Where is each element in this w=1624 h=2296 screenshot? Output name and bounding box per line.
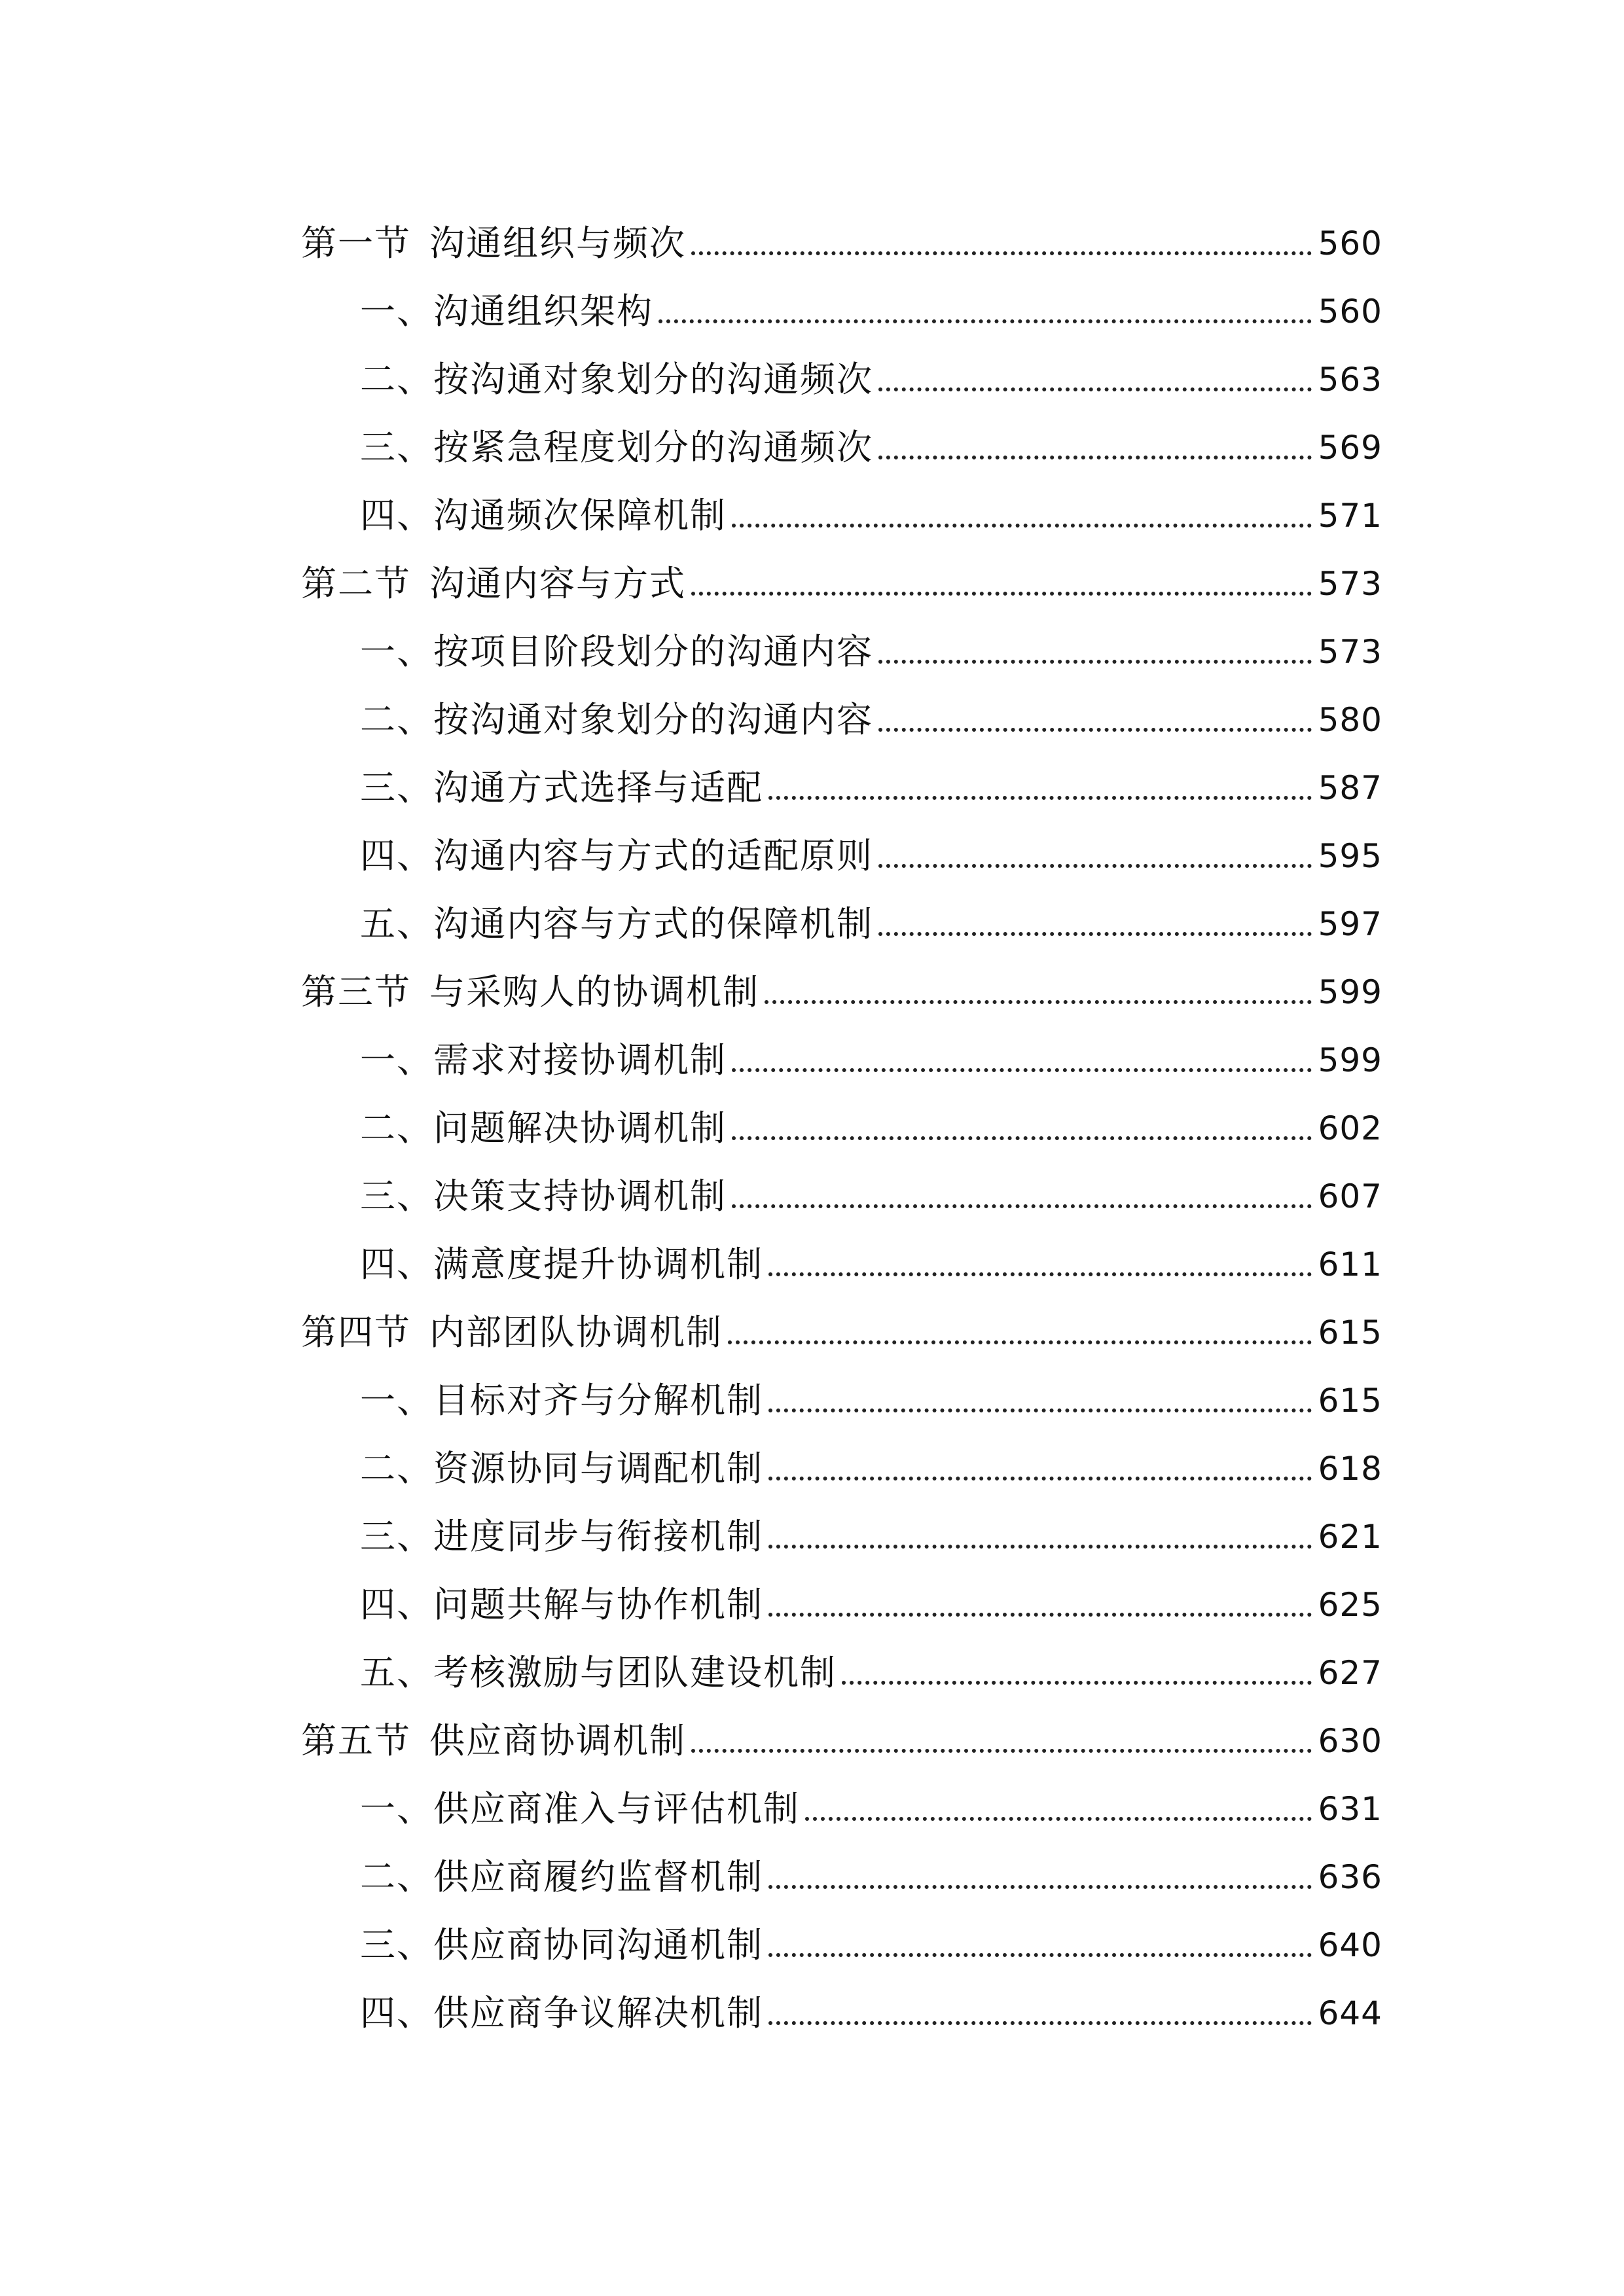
toc-section-label <box>301 1707 691 1775</box>
toc-section-5[interactable] <box>301 1707 1382 1775</box>
section-number: 第四节 <box>301 1312 411 1353</box>
page-number: 573 <box>1318 565 1382 603</box>
toc-item-label: 三、进度同步与衔接机制 <box>360 1516 763 1557</box>
page-number: 618 <box>1318 1450 1382 1488</box>
toc-item[interactable] <box>301 1639 1382 1707</box>
dot-leader <box>728 1340 1312 1344</box>
toc-section-label <box>301 958 765 1026</box>
toc-item[interactable] <box>301 482 1382 550</box>
toc-item-label: 一、目标对齐与分解机制 <box>360 1380 763 1421</box>
dot-leader <box>691 592 1312 596</box>
section-title: 沟通内容与方式 <box>429 563 686 604</box>
toc-item-label: 二、问题解决协调机制 <box>360 1107 727 1149</box>
toc-section-4[interactable] <box>301 1299 1382 1367</box>
toc-item[interactable] <box>301 346 1382 414</box>
dot-leader <box>768 1545 1312 1549</box>
page-number: 636 <box>1318 1858 1382 1896</box>
dot-leader <box>842 1681 1312 1685</box>
toc-item[interactable] <box>301 1026 1382 1094</box>
page-number: 627 <box>1318 1654 1382 1692</box>
page-number: 560 <box>1318 293 1382 331</box>
toc-item-label: 四、供应商争议解决机制 <box>360 1992 763 2034</box>
toc-item-label: 三、供应商协同沟通机制 <box>360 1924 763 1965</box>
dot-leader <box>732 1204 1312 1208</box>
toc-item-label: 一、供应商准入与评估机制 <box>360 1788 800 1829</box>
toc-section-label <box>301 209 691 278</box>
toc-item[interactable] <box>301 1571 1382 1639</box>
toc-item[interactable] <box>301 890 1382 958</box>
toc-item-label: 三、沟通方式选择与适配 <box>360 767 763 808</box>
toc-item-label: 一、沟通组织架构 <box>360 291 653 332</box>
toc-item-label: 二、按沟通对象划分的沟通内容 <box>360 699 873 740</box>
dot-leader <box>765 1000 1312 1004</box>
dot-leader <box>659 319 1312 323</box>
toc-section-1[interactable] <box>301 209 1382 278</box>
page-number: 599 <box>1318 973 1382 1011</box>
toc-section-3[interactable] <box>301 958 1382 1026</box>
dot-leader <box>878 660 1312 664</box>
dot-leader <box>805 1817 1312 1821</box>
dot-leader <box>768 1477 1312 1480</box>
dot-leader <box>691 1749 1312 1753</box>
section-number: 第三节 <box>301 971 411 1013</box>
section-number: 第五节 <box>301 1720 411 1761</box>
page-number: 587 <box>1318 769 1382 807</box>
dot-leader <box>691 251 1312 255</box>
toc-item-label: 三、决策支持协调机制 <box>360 1175 727 1217</box>
page-number: 599 <box>1318 1041 1382 1079</box>
page-number: 621 <box>1318 1518 1382 1556</box>
dot-leader <box>878 456 1312 459</box>
toc-item-label: 四、沟通内容与方式的适配原则 <box>360 835 873 876</box>
toc-item[interactable] <box>301 1503 1382 1571</box>
dot-leader <box>768 1885 1312 1889</box>
dot-leader <box>768 1613 1312 1617</box>
toc-item[interactable] <box>301 618 1382 686</box>
page-number: 615 <box>1318 1382 1382 1420</box>
toc-item[interactable] <box>301 754 1382 822</box>
page-number: 630 <box>1318 1722 1382 1760</box>
toc-item[interactable] <box>301 1230 1382 1299</box>
section-number: 第二节 <box>301 563 411 604</box>
toc-item-label: 一、按项目阶段划分的沟通内容 <box>360 631 873 672</box>
section-number: 第一节 <box>301 223 411 264</box>
page-number: 573 <box>1318 633 1382 671</box>
toc-item-label: 五、考核激励与团队建设机制 <box>360 1652 837 1693</box>
page-number: 602 <box>1318 1109 1382 1147</box>
dot-leader <box>768 1953 1312 1957</box>
toc-item[interactable] <box>301 686 1382 754</box>
dot-leader <box>878 932 1312 936</box>
page-number: 625 <box>1318 1586 1382 1624</box>
toc-item[interactable] <box>301 1367 1382 1435</box>
page-number: 607 <box>1318 1177 1382 1215</box>
dot-leader <box>768 796 1312 800</box>
toc-item-label: 四、沟通频次保障机制 <box>360 495 727 536</box>
page-number: 563 <box>1318 361 1382 399</box>
toc-item-label: 二、资源协同与调配机制 <box>360 1448 763 1489</box>
toc-item[interactable] <box>301 1911 1382 1979</box>
dot-leader <box>768 1272 1312 1276</box>
toc-item-label: 五、沟通内容与方式的保障机制 <box>360 903 873 944</box>
toc-item[interactable] <box>301 1435 1382 1503</box>
page-number: 595 <box>1318 837 1382 875</box>
dot-leader <box>878 864 1312 868</box>
toc-item-label: 四、满意度提升协调机制 <box>360 1244 763 1285</box>
dot-leader <box>768 1408 1312 1412</box>
toc-section-label <box>301 1299 728 1367</box>
dot-leader <box>732 1068 1312 1072</box>
dot-leader <box>732 524 1312 528</box>
page-number: 571 <box>1318 497 1382 535</box>
page-number: 560 <box>1318 224 1382 262</box>
section-title: 沟通组织与频次 <box>429 223 686 264</box>
dot-leader <box>768 2021 1312 2025</box>
toc-item-label: 三、按紧急程度划分的沟通频次 <box>360 427 873 468</box>
toc-item-label: 一、需求对接协调机制 <box>360 1039 727 1081</box>
dot-leader <box>732 1136 1312 1140</box>
section-title: 内部团队协调机制 <box>429 1312 723 1353</box>
toc-item-label: 二、按沟通对象划分的沟通频次 <box>360 359 873 400</box>
page-number: 597 <box>1318 905 1382 943</box>
section-title: 与采购人的协调机制 <box>429 971 759 1013</box>
toc-item-label: 四、问题共解与协作机制 <box>360 1584 763 1625</box>
toc-item[interactable] <box>301 822 1382 890</box>
toc-item[interactable] <box>301 414 1382 482</box>
toc-section-label <box>301 550 691 618</box>
dot-leader <box>878 387 1312 391</box>
toc-item-label: 二、供应商履约监督机制 <box>360 1856 763 1897</box>
page-number: 644 <box>1318 1994 1382 2032</box>
page-number: 631 <box>1318 1790 1382 1828</box>
dot-leader <box>878 728 1312 732</box>
toc-item[interactable] <box>301 1094 1382 1162</box>
toc-item[interactable] <box>301 1775 1382 1843</box>
page-number: 580 <box>1318 701 1382 739</box>
toc-item[interactable] <box>301 1979 1382 2047</box>
toc-item[interactable] <box>301 278 1382 346</box>
page-number: 569 <box>1318 429 1382 467</box>
toc-item[interactable] <box>301 1843 1382 1911</box>
section-title: 供应商协调机制 <box>429 1720 686 1761</box>
page-number: 615 <box>1318 1314 1382 1352</box>
page-number: 611 <box>1318 1246 1382 1283</box>
toc-section-2[interactable] <box>301 550 1382 618</box>
toc-item[interactable] <box>301 1162 1382 1230</box>
table-of-contents <box>301 209 1382 2047</box>
page-number: 640 <box>1318 1926 1382 1964</box>
